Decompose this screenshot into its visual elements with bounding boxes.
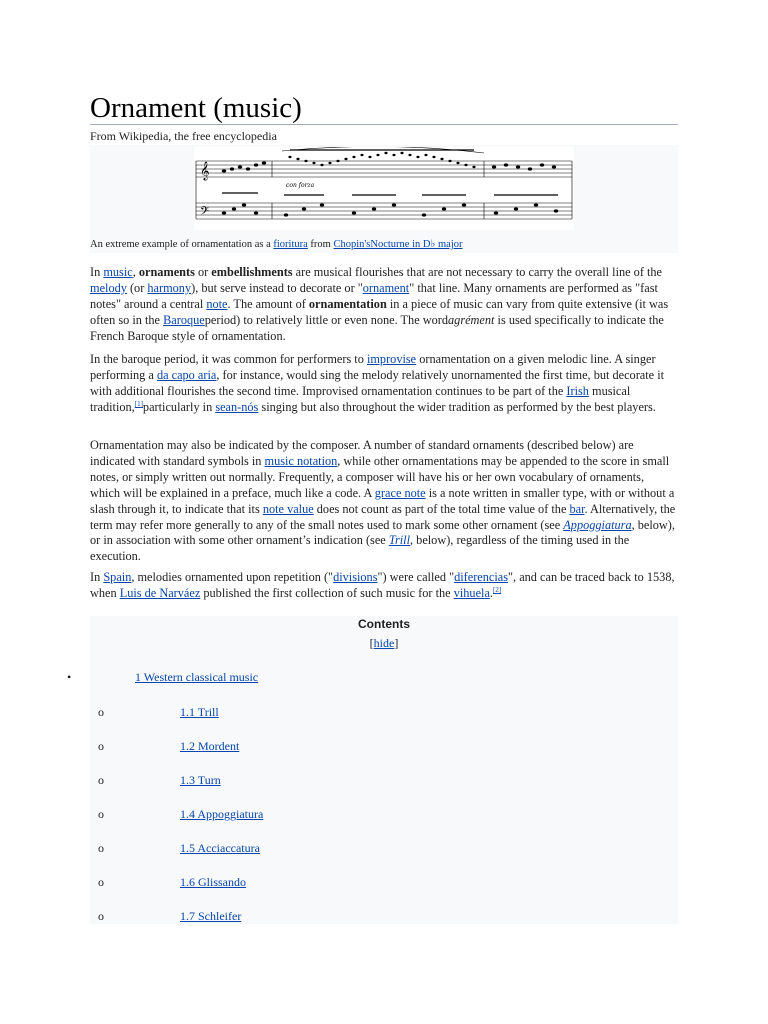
toc-item-glissando[interactable]: 1.6 Glissando bbox=[180, 875, 246, 889]
text: , below), regardless of the timing used in the execution. bbox=[90, 533, 630, 564]
figure-caption bbox=[90, 238, 463, 251]
link-music[interactable]: music bbox=[103, 265, 133, 279]
text: singing but also throughout the wider tradition as performed by the best players. bbox=[258, 399, 656, 414]
link-harmony[interactable]: harmony bbox=[147, 280, 192, 295]
svg-text:con forza: con forza bbox=[286, 182, 315, 189]
link-chopin[interactable]: Chopin's bbox=[333, 239, 371, 250]
text: (or bbox=[126, 280, 148, 295]
link-trill[interactable]: Trill bbox=[388, 533, 411, 548]
toc-item-trill[interactable]: 1.1 Trill bbox=[180, 705, 219, 719]
table-of-contents bbox=[90, 616, 678, 924]
toc-title: Contents bbox=[358, 617, 410, 631]
link-divisions[interactable]: divisions bbox=[333, 570, 378, 584]
toc-item-western-classical-music[interactable]: 1 Western classical music bbox=[135, 670, 259, 684]
bold-term: embellishments bbox=[211, 265, 293, 279]
citation-1[interactable]: [1] bbox=[134, 399, 143, 408]
link-melody[interactable]: melody bbox=[90, 280, 127, 295]
italic-term: agrément bbox=[448, 312, 495, 327]
toc-bullet-icon: • bbox=[67, 670, 72, 684]
text: . Alternatively, the term may refer more generally to any of the small notes used to mark some other ornament (see bbox=[90, 501, 676, 532]
page-subtitle: From Wikipedia, the free encyclopedia bbox=[90, 129, 277, 143]
link-appoggiatura[interactable]: Appoggiatura bbox=[563, 517, 632, 532]
text: " that line. Many ornaments are performed as "fast notes" around a central bbox=[90, 280, 658, 311]
link-improvise[interactable]: improvise bbox=[366, 352, 417, 366]
link-fioritura[interactable]: fioritura bbox=[273, 239, 308, 250]
caption-text: from bbox=[307, 239, 334, 250]
text: In bbox=[90, 265, 104, 279]
paragraph-spain bbox=[90, 570, 676, 602]
music-score-graphic bbox=[194, 147, 574, 230]
sheet-music-image bbox=[194, 147, 574, 230]
title-divider bbox=[90, 124, 678, 125]
text: , bbox=[132, 265, 139, 279]
text: ") were called " bbox=[377, 570, 455, 584]
text: , for instance, would sing the melody relatively unornamented the first time, but decorate it with additional flourishes the second time. Improvised ornamentation continues to be part of the bbox=[90, 367, 665, 398]
link-bar[interactable]: bar bbox=[569, 501, 585, 516]
toc-subbullet-icon: o bbox=[98, 807, 104, 821]
link-note-value[interactable]: note value bbox=[262, 501, 314, 516]
text: , melodies ornamented upon repetition (" bbox=[131, 570, 334, 584]
toc-item-turn[interactable]: 1.3 Turn bbox=[180, 773, 221, 787]
link-ornament[interactable]: ornament bbox=[362, 280, 410, 295]
text: , while other ornamentations may be appended to the score in small notes, or simply written out normally. Frequently, a composer will have his or her own vocabulary of ornaments, which will be explained in a preface, much like a code. A bbox=[90, 453, 670, 500]
toc-subbullet-icon: o bbox=[98, 841, 104, 855]
text: musical tradition, bbox=[90, 383, 631, 414]
caption-text: An extreme example of ornamentation as a bbox=[90, 239, 274, 250]
paragraph-composer bbox=[90, 438, 676, 565]
toc-item-schleifer[interactable]: 1.7 Schleifer bbox=[180, 909, 242, 923]
text: is used specifically to indicate the French Baroque style of ornamentation. bbox=[90, 312, 664, 343]
bracket: ] bbox=[394, 636, 399, 650]
link-spain[interactable]: Spain bbox=[103, 570, 132, 584]
toc-hide-button[interactable]: hide bbox=[373, 636, 395, 650]
svg-text:𝄢: 𝄢 bbox=[200, 205, 210, 221]
text: . bbox=[489, 585, 493, 600]
toc-subbullet-icon: o bbox=[98, 773, 104, 787]
text: ), but serve instead to decorate or " bbox=[191, 280, 363, 295]
svg-text:𝄞: 𝄞 bbox=[200, 161, 210, 180]
bracket: [ bbox=[369, 636, 374, 650]
link-sean-nos[interactable]: sean-nós bbox=[215, 399, 259, 414]
text: period) to relatively little or even none. The word bbox=[204, 312, 449, 327]
figure-box bbox=[90, 145, 678, 253]
paragraph-intro bbox=[90, 265, 676, 345]
toc-subbullet-icon: o bbox=[98, 875, 104, 889]
link-irish[interactable]: Irish bbox=[566, 383, 589, 398]
text: does not count as part of the total time value of the bbox=[313, 501, 570, 516]
text: is a note written in smaller type, with or without a slash through it, to indicate that its bbox=[90, 485, 675, 516]
text: or bbox=[194, 265, 212, 279]
toc-item-mordent[interactable]: 1.2 Mordent bbox=[180, 739, 240, 753]
text: , below), or in association with some other ornament’s indication (see bbox=[90, 517, 675, 548]
text: are musical flourishes that are not necessary to carry the overall line of the bbox=[292, 265, 663, 279]
page-title: Ornament (music) bbox=[90, 92, 302, 124]
paragraph-baroque bbox=[90, 352, 676, 416]
bold-term: ornaments bbox=[138, 265, 195, 279]
toc-subbullet-icon: o bbox=[98, 909, 104, 923]
toc-subbullet-icon: o bbox=[98, 739, 104, 753]
text: published the first collection of such music for the bbox=[200, 585, 454, 600]
toc-subbullet-icon: o bbox=[98, 705, 104, 719]
text: Ornamentation may also be indicated by the composer. A number of standard ornaments (described below) are indicated with standard symbols in bbox=[90, 438, 634, 468]
text: in a piece of music can vary from quite extensive (it was often so in the bbox=[90, 296, 669, 327]
text: In bbox=[90, 570, 104, 584]
text: In the baroque period, it was common for performers to bbox=[90, 352, 367, 366]
link-nocturne[interactable]: Nocturne in D♭ major bbox=[370, 239, 463, 250]
text: . The amount of bbox=[227, 296, 309, 311]
toc-item-appoggiatura[interactable]: 1.4 Appoggiatura bbox=[180, 807, 264, 821]
link-music-notation[interactable]: music notation bbox=[264, 453, 338, 468]
link-vihuela[interactable]: vihuela bbox=[453, 585, 490, 600]
link-da-capo-aria[interactable]: da capo aria bbox=[156, 367, 217, 382]
text: ornamentation on a given melodic line. A singer performing a bbox=[90, 352, 656, 382]
link-grace-note[interactable]: grace note bbox=[374, 485, 426, 500]
toc-toggle bbox=[90, 636, 678, 651]
link-baroque[interactable]: Baroque bbox=[163, 312, 205, 327]
text: ", and can be traced back to 1538, when bbox=[90, 570, 675, 600]
link-luis-de-narvaez[interactable]: Luis de Narváez bbox=[119, 585, 201, 600]
link-note[interactable]: note bbox=[206, 296, 228, 311]
bold-term: ornamentation bbox=[308, 296, 387, 311]
link-diferencias[interactable]: diferencias bbox=[454, 570, 509, 584]
citation-2[interactable]: [2] bbox=[492, 585, 502, 594]
toc-item-acciaccatura[interactable]: 1.5 Acciaccatura bbox=[180, 841, 260, 855]
text: particularly in bbox=[142, 399, 216, 414]
